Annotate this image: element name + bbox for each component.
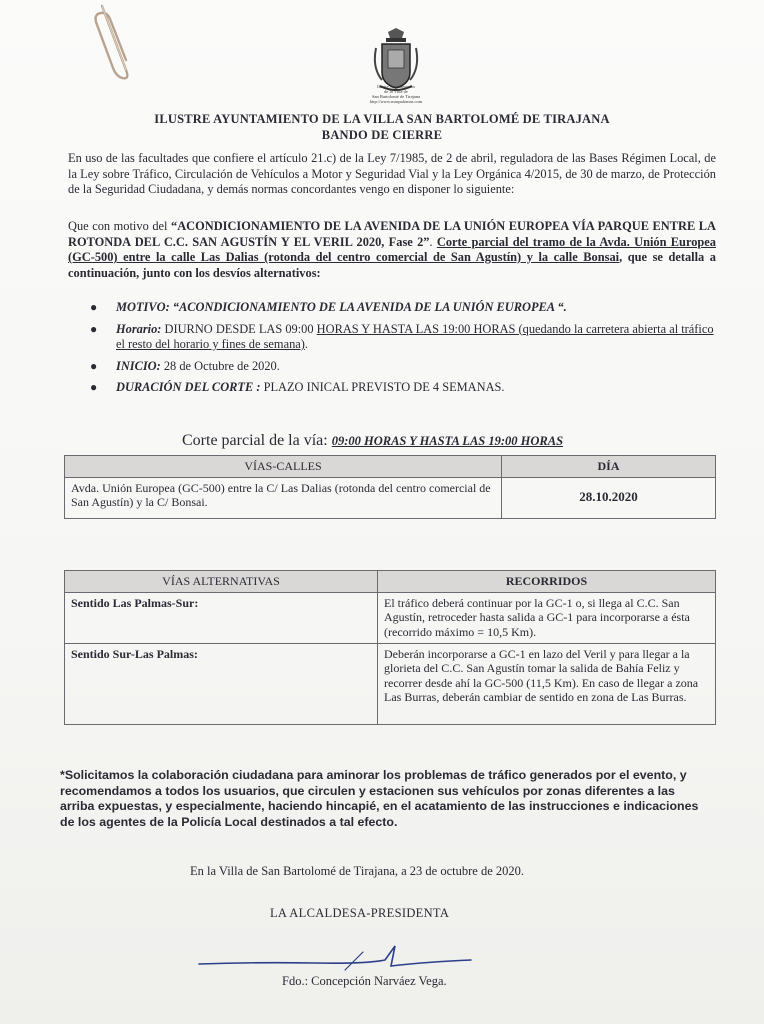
statement-sep: .: [429, 234, 437, 249]
crest-caption-line: de la Villa de: [384, 89, 408, 94]
document-title: ILUSTRE AYUNTAMIENTO DE LA VILLA SAN BARTOLOMÉ DE TIRAJANA: [154, 112, 610, 126]
statement-paragraph: [68, 219, 716, 281]
item-value: 28 de Octubre de 2020.: [160, 358, 280, 373]
statement-project: “ACONDICIONAMIENTO DE LA AVENIDA DE LA UNIÓN EUROPEA VÍA PARQUE ENTRE LA ROTONDA DEL C.C. SAN AGUSTÍN Y EL VERIL 2020, Fase 2”: [68, 219, 717, 249]
column-header: DÍA: [502, 456, 716, 478]
paper-clip-icon: [92, 0, 140, 80]
list-item: [90, 380, 720, 396]
crest-caption-line: Ilustre Ayuntamiento: [377, 84, 415, 89]
item-value-end: .: [304, 337, 308, 351]
item-value: PLAZO INICAL PREVISTO DE 4 SEMANAS.: [260, 380, 505, 394]
document-subtitle: BANDO DE CIERRE: [321, 128, 443, 142]
crest-caption: [356, 84, 436, 104]
item-label: MOTIVO:: [116, 300, 170, 314]
table-row: [65, 643, 716, 724]
column-header: VÍAS-CALLES: [65, 456, 502, 478]
alternatives-table: [64, 570, 716, 725]
details-list: [90, 300, 720, 402]
column-header: RECORRIDOS: [378, 571, 716, 593]
crest-caption-line: http://www.maspalomas.com: [369, 99, 423, 104]
list-item: [90, 359, 720, 375]
bullet-icon: ●: [90, 380, 98, 394]
table-cell: Avda. Unión Europea (GC-500) entre la C/ Las Dalias (rotonda del centro comercial de San Agustín) y la C/ Bonsai.: [65, 477, 502, 518]
table-row: [65, 592, 716, 643]
section-title: Corte parcial de la vía:: [182, 432, 328, 449]
signer-role: LA ALCALDESA-PRESIDENTA: [270, 906, 450, 920]
intro-paragraph: En uso de las facultades que confiere el artículo 21.c) de la Ley 7/1985, de 2 de abril, reguladora de las Bases Régimen Local, de la Ley sobre Tráfico, Circulación de Vehículos a Motor y Seguridad Vial y la Ley Orgánica 4/2015, de 30 de marzo, de Protección de la Seguridad Ciudadana, y demás normas concordantes vengo en disponer lo siguiente:: [68, 151, 716, 196]
section-hours: 09:00 HORAS Y HASTA LAS 19:00 HORAS: [331, 434, 564, 448]
table-cell: Sentido Sur-Las Palmas:: [65, 643, 378, 724]
bullet-icon: ●: [90, 321, 98, 336]
item-value: “ACONDICIONAMIENTO DE LA AVENIDA DE LA UNIÓN EUROPEA “.: [169, 300, 567, 314]
closure-table: [64, 455, 716, 519]
item-label: Horario:: [116, 321, 162, 336]
column-header: VÍAS ALTERNATIVAS: [65, 571, 378, 593]
item-value: DIURNO DESDE LAS 09:00: [161, 321, 317, 336]
table-cell: 28.10.2020: [502, 477, 716, 518]
citizen-note: *Solicitamos la colaboración ciudadana para aminorar los problemas de tráfico generados por el evento, y recomendamos a todos los usuarios, que circulen y estacionen sus vehículos por zonas diferentes a las arriba expuestas, y especialmente, haciendo hincapié, en el acatamiento de las instrucciones e indicaciones de los agentes de la Policía Local destinados a tal efecto.: [60, 768, 699, 829]
table-header-row: [65, 571, 716, 593]
item-value-underlined: HORAS Y HASTA LAS 19:00 HORAS (quedando la carretera abierta al tráfico el resto del horario y fines de semana): [116, 321, 714, 351]
table-header-row: [65, 456, 716, 478]
list-item: [90, 322, 720, 353]
section-heading: [182, 432, 702, 450]
statement-tail: , que se detalla a continuación, junto con los desvíos alternativos:: [68, 250, 716, 280]
item-label: INICIO:: [116, 358, 161, 373]
table-cell: Deberán incorporarse a GC-1 en lazo del Veril y para llegar a la glorieta del C.C. San Agustín tomar la salida de Bahía Feliz y recorrer desde ahí la GC-500 (11,5 Km). En caso de llegar a zona Las Burras, deberán cambiar de sentido en zona de Las Burras.: [378, 643, 716, 724]
item-label: DURACIÓN DEL CORTE :: [116, 380, 261, 394]
statement-lead: Que con motivo del: [68, 219, 172, 233]
list-item: [90, 300, 720, 316]
signed-by: Fdo.: Concepción Narváez Vega.: [282, 974, 447, 988]
bullet-icon: ●: [90, 300, 98, 314]
table-row: [65, 477, 716, 518]
bullet-icon: ●: [90, 358, 98, 373]
crest-caption-line: San Bartolomé de Tirajana: [371, 94, 421, 99]
statement-cut: Corte parcial del tramo de la Avda. Unión Europea (GC-500) entre la calle Las Dalias (rotonda del centro comercial de San Agustín) y la calle Bonsai: [68, 234, 717, 264]
place-date: En la Villa de San Bartolomé de Tirajana, a 23 de octubre de 2020.: [190, 864, 525, 878]
table-cell: Sentido Las Palmas-Sur:: [65, 592, 378, 643]
table-cell: El tráfico deberá continuar por la GC-1 o, si llega al C.C. San Agustín, retroceder hasta salida a GC-1 para incorporarse a ésta (recorrido máximo = 10,5 Km).: [378, 592, 716, 643]
